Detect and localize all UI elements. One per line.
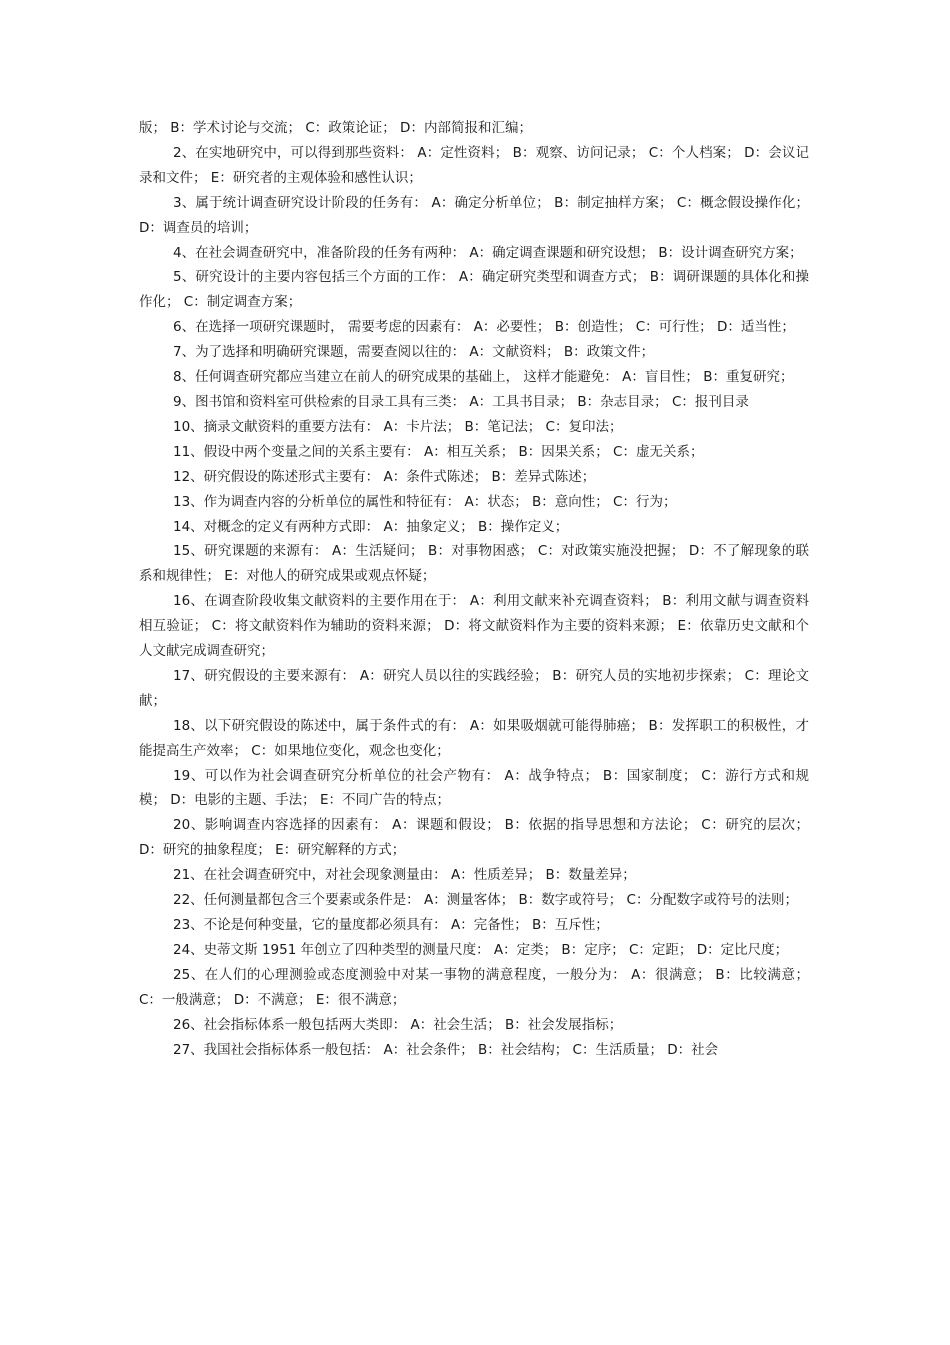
question-12: 12、研究假设的陈述形式主要有： A：条件式陈述； B：差异式陈述； (173, 468, 596, 485)
question-5: 5、研究设计的主要内容包括三个方面的工作： A：确定研究类型和调查方式； B：调研课题的具体化和操作化； C：制定调查方案； (139, 269, 809, 311)
question-9: 9、图书馆和资料室可供检索的目录工具有三类： A：工具书目录； B：杂志目录； C：报刊目录 (173, 393, 749, 410)
question-23: 23、不论是何种变量，它的量度都必须具有： A：完备性； B：互斥性； (173, 917, 609, 933)
question-8: 8、任何调查研究都应当建立在前人的研究成果的基础上， 这样才能避免： A：盲目性； B：重复研究； (173, 369, 794, 386)
question-27: 27、我国社会指标体系一般包括： A：社会条件； B：社会结构； C：生活质量； D：社会 (173, 1041, 719, 1058)
document-body (139, 116, 809, 1062)
question-6: 6、在选择一项研究课题时， 需要考虑的因素有： A：必要性； B：创造性； C：可行性； D：适当性； (173, 319, 795, 336)
question-17: 17、研究假设的主要来源有： A：研究人员以往的实践经验； B：研究人员的实地初步探索； C：理论文献； (139, 667, 809, 709)
question-21: 21、在社会调查研究中，对社会现象测量由： A：性质差异； B：数量差异； (173, 867, 636, 884)
question-24: 24、史蒂文斯 1951 年创立了四种类型的测量尺度： A：定类； B：定序； C：定距； D：定比尺度； (173, 941, 789, 958)
question-22: 22、任何测量都包含三个要素或条件是： A：测量客体； B：数字或符号； C：分配数字或符号的法则； (173, 892, 798, 909)
question-13: 13、作为调查内容的分析单位的属性和特征有： A：状态； B：意向性； C：行为； (173, 493, 677, 510)
question-4: 4、在社会调查研究中，准备阶段的任务有两种： A：确定调查课题和研究设想； B：设计调查研究方案； (173, 244, 803, 261)
question-19: 19、可以作为社会调查研究分析单位的社会产物有： A：战争特点； B：国家制度； C：游行方式和规模； D：电影的主题、手法； E：不同广告的特点； (139, 767, 809, 809)
paragraph-continuation: 版； B：学术讨论与交流； C：政策论证； D：内部简报和汇编； (139, 120, 532, 136)
question-15: 15、研究课题的来源有： A：生活疑问； B：对事物困惑； C：对政策实施没把握； D：不了解现象的联系和规律性； E：对他人的研究成果或观点怀疑； (139, 543, 809, 585)
question-14: 14、对概念的定义有两种方式即： A：抽象定义； B：操作定义； (173, 518, 569, 535)
question-26: 26、社会指标体系一般包括两大类即： A：社会生活； B：社会发展指标； (173, 1016, 623, 1033)
question-3: 3、属于统计调查研究设计阶段的任务有： A：确定分析单位； B：制定抽样方案； C：概念假设操作化； D：调查员的培训； (139, 194, 809, 236)
question-20: 20、影响调查内容选择的因素有： A：课题和假设； B：依据的指导思想和方法论； C：研究的层次； D：研究的抽象程度； E：研究解释的方式； (139, 817, 809, 859)
question-25: 25、在人们的心理测验或态度测验中对某一事物的满意程度，一般分为： A：很满意； B：比较满意； C：一般满意； D：不满意； E：很不满意； (139, 966, 809, 1008)
question-2: 2、在实地研究中，可以得到那些资料： A：定性资料； B：观察、访问记录； C：个人档案； D：会议记录和文件； E：研究者的主观体验和感性认识； (139, 144, 809, 186)
question-11: 11、假设中两个变量之间的关系主要有： A：相互关系； B：因果关系； C：虚无关系； (173, 443, 704, 460)
question-16: 16、在调查阶段收集文献资料的主要作用在于： A：利用文献来补充调查资料； B：利用文献与调查资料相互验证； C：将文献资料作为辅助的资料来源； D：将文献资料作为主要的资料来源； E：依靠历史文献和个人文献完成调查研究； (139, 593, 809, 660)
question-10: 10、摘录文献资料的重要方法有： A：卡片法； B：笔记法； C：复印法； (173, 418, 623, 435)
question-7: 7、为了选择和明确研究课题，需要查阅以往的： A：文献资料； B：政策文件； (173, 344, 655, 361)
question-18: 18、以下研究假设的陈述中，属于条件式的有： A：如果吸烟就可能得肺癌； B：发挥职工的积极性，才能提高生产效率； C：如果地位变化，观念也变化； (139, 717, 809, 759)
